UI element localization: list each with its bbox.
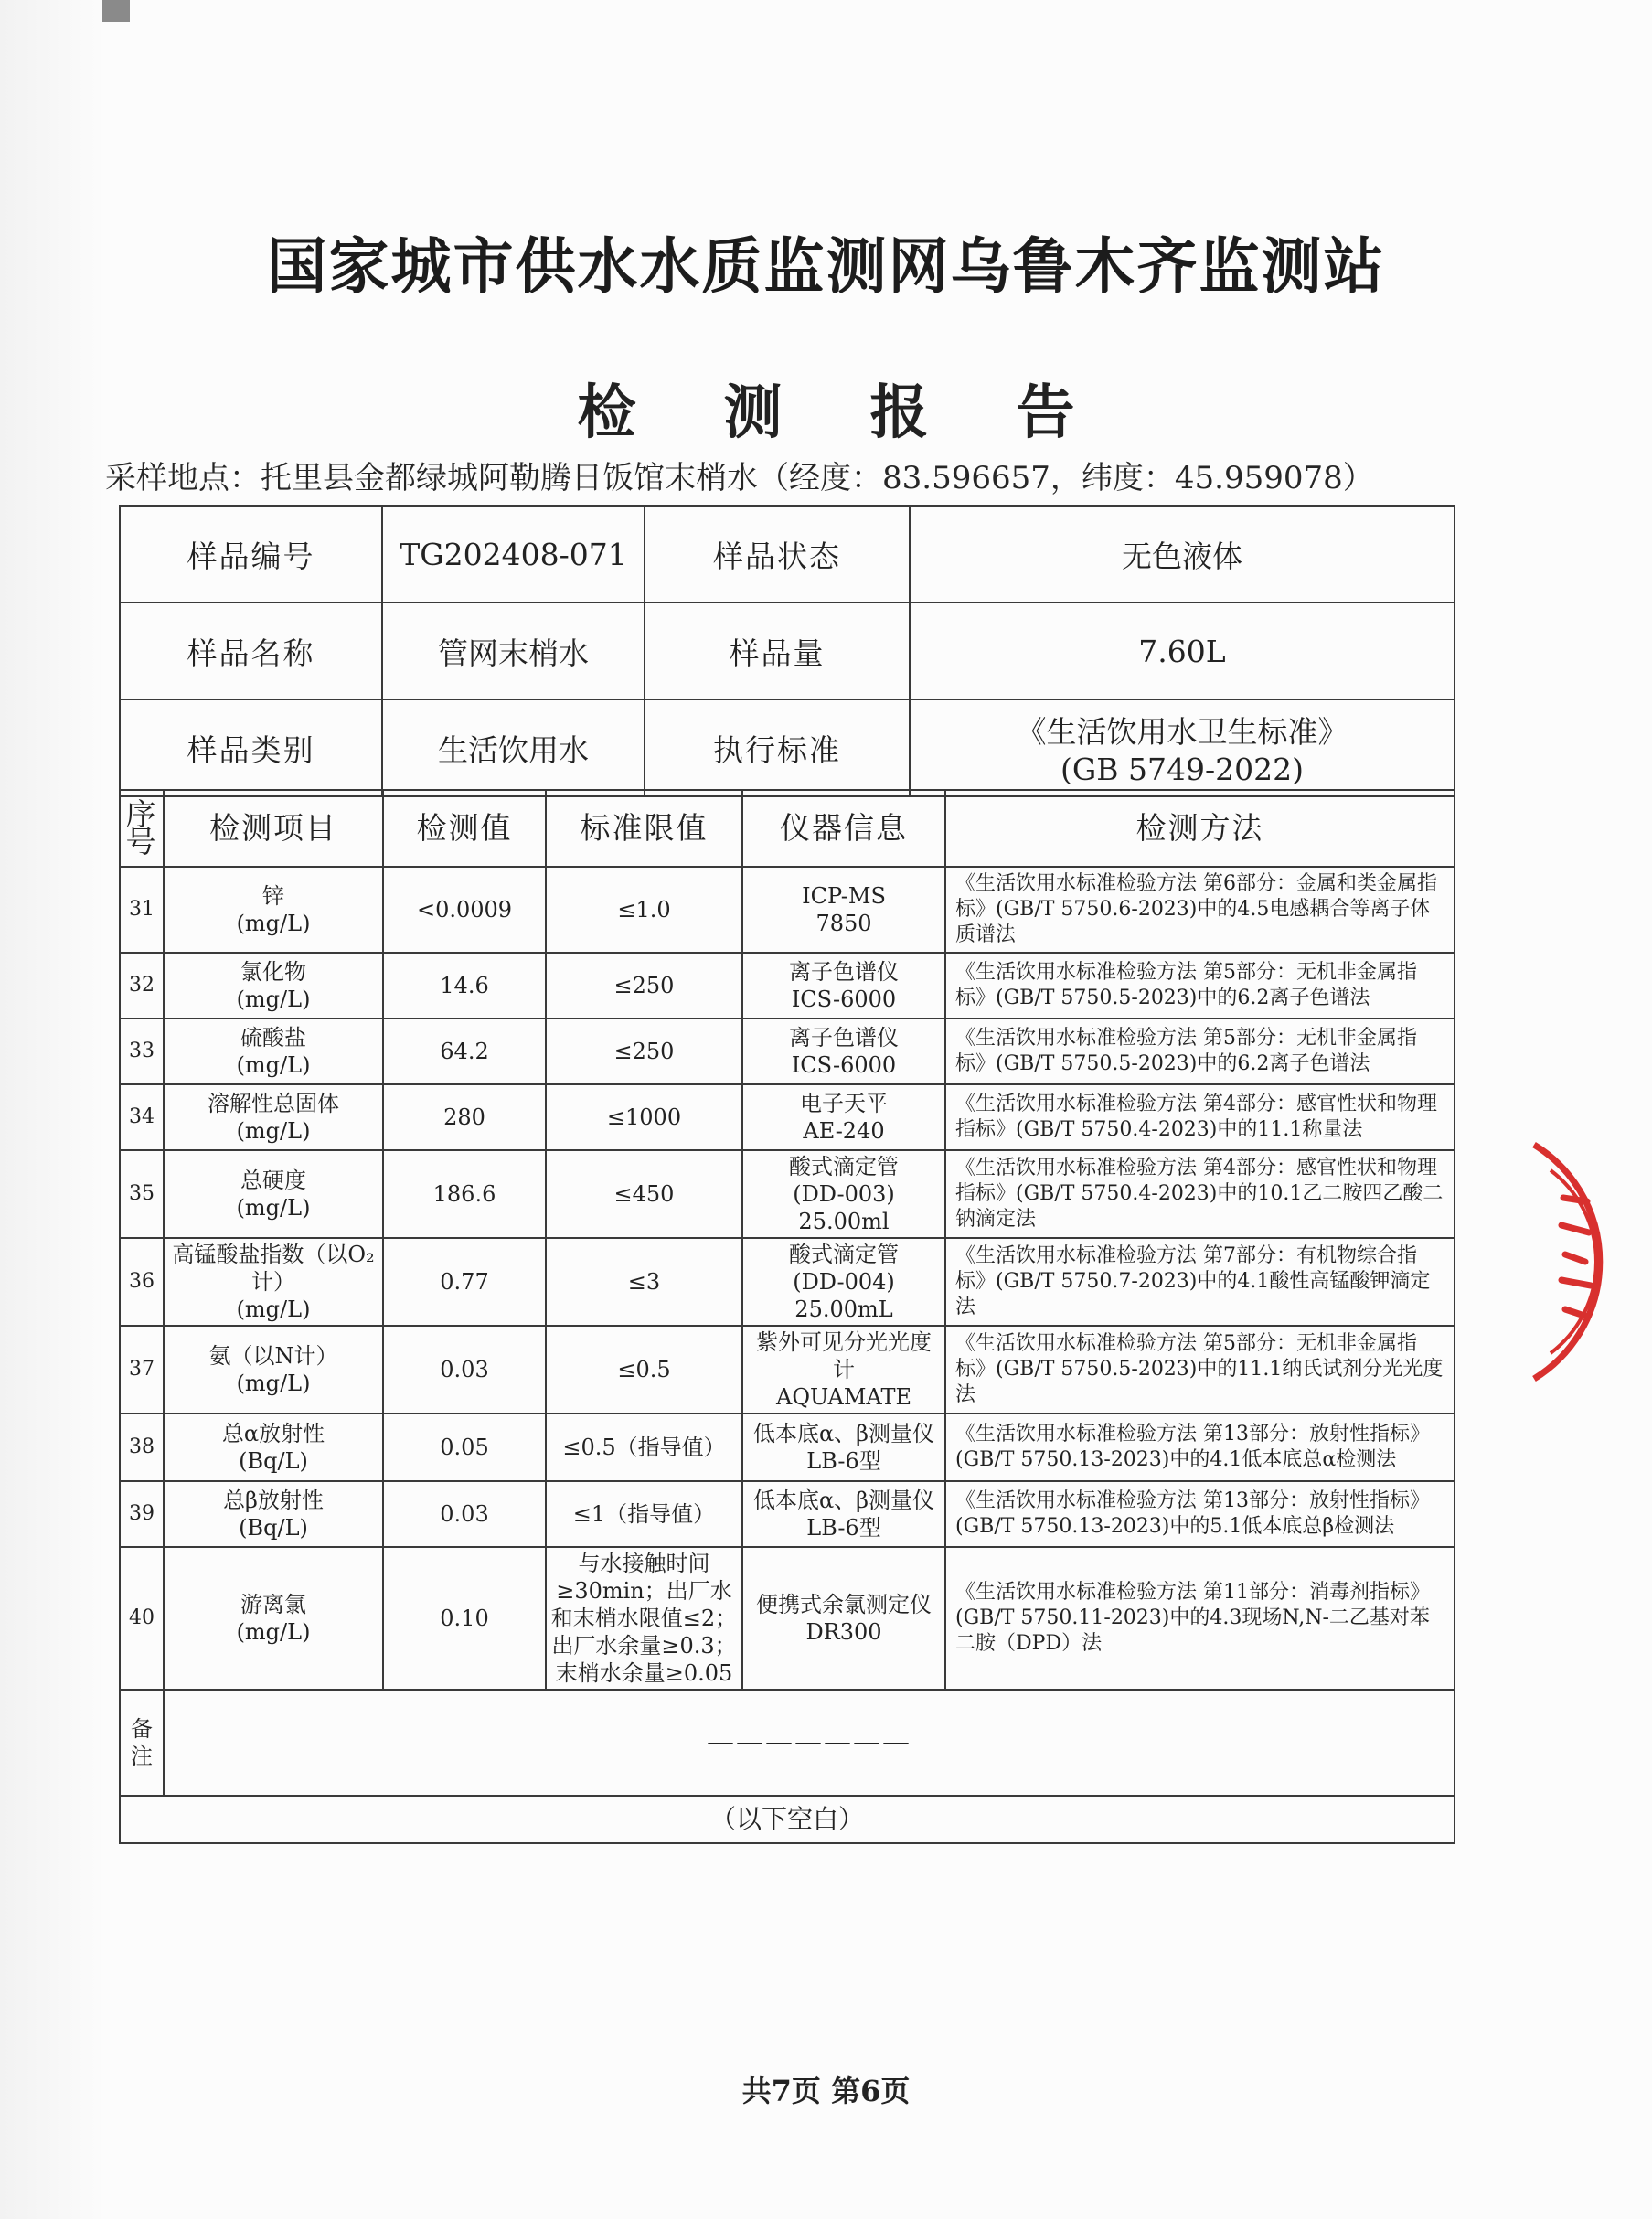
measured-value: <0.0009 [383,867,546,953]
item-name: 高锰酸盐指数（以O₂计） [172,1242,375,1295]
item-name: 游离氯 [240,1592,306,1617]
instrument-line: 酸式滴定管 [789,1242,899,1267]
info-value: 管网末梢水 [382,603,645,699]
instrument-cell [742,1084,945,1150]
column-header: 检测方法 [945,790,1455,867]
info-label: 样品编号 [120,506,382,603]
seal-arc-graphic [1497,1134,1652,1390]
item-name: 溶解性总固体 [208,1091,339,1116]
method-text: 《生活饮用水标准检验方法 第5部分：无机非金属指标》(GB/T 5750.5-2023)中的6.2离子色谱法 [945,1019,1455,1084]
item-cell [164,953,383,1019]
item-cell [164,1019,383,1084]
instrument-line: 离子色谱仪 [789,959,899,985]
scan-edge-shadow [0,0,108,2219]
standard-limit: ≤450 [546,1150,742,1238]
instrument-cell [742,1547,945,1690]
instrument-cell [742,953,945,1019]
info-label: 样品类别 [120,699,382,796]
instrument-line: ICS-6000 [791,1052,897,1078]
item-name: 硫酸盐 [240,1025,306,1051]
result-row [120,953,1455,1019]
instrument-line: 25.00mL [794,1296,893,1322]
latitude-value: 45.959078 [1174,460,1343,496]
row-seq: 31 [120,867,164,953]
item-cell [164,867,383,953]
sampling-location-value: 托里县金都绿城阿勒腾日饭馆末梢水 [261,460,758,496]
instrument-line: AE-240 [803,1118,885,1144]
method-text: 《生活饮用水标准检验方法 第13部分：放射性指标》(GB/T 5750.13-2023)中的5.1低本底总β检测法 [945,1481,1455,1547]
method-text: 《生活饮用水标准检验方法 第4部分：感官性状和物理指标》(GB/T 5750.4-2023)中的11.1称量法 [945,1084,1455,1150]
column-header: 仪器信息 [742,790,945,867]
latitude-label: 纬度： [1081,460,1175,496]
instrument-line: (DD-004) [793,1269,895,1295]
standard-code: (GB 5749-2022) [1060,752,1304,787]
row-seq: 34 [120,1084,164,1150]
results-table [119,789,1455,1844]
column-header: 标准限值 [546,790,742,867]
sample-info-table [119,505,1455,797]
result-row [120,1414,1455,1481]
standard-limit: ≤0.5（指导值） [546,1414,742,1481]
instrument-line: (DD-003) [793,1181,895,1207]
measured-value: 186.6 [383,1150,546,1238]
standard-limit: ≤250 [546,1019,742,1084]
info-row [120,603,1455,699]
longitude-value: 83.596657 [882,460,1050,496]
instrument-line: DR300 [805,1619,882,1645]
row-seq: 39 [120,1481,164,1547]
info-label: 样品量 [645,603,910,699]
measured-value: 280 [383,1084,546,1150]
item-name: 总硬度 [240,1168,306,1193]
method-text: 《生活饮用水标准检验方法 第11部分：消毒剂指标》(GB/T 5750.11-2023)中的4.3现场N,N-二乙基对苯二胺（DPD）法 [945,1547,1455,1690]
instrument-line: AQUAMATE [776,1384,911,1410]
row-seq: 37 [120,1326,164,1414]
instrument-line: LB-6型 [806,1515,881,1541]
result-row [120,1238,1455,1326]
standard-limit: ≤0.5 [546,1326,742,1414]
instrument-line: 低本底α、β测量仪 [752,1421,935,1446]
instrument-line: 7850 [815,911,872,936]
remark-value [164,1690,1455,1796]
info-row [120,506,1455,603]
item-name: 总β放射性 [223,1488,324,1513]
standard-limit: ≤1000 [546,1084,742,1150]
standard-limit: ≤250 [546,953,742,1019]
instrument-cell [742,1238,945,1326]
measured-value: 0.10 [383,1547,546,1690]
remark-row [120,1690,1455,1796]
item-unit: (mg/L) [236,911,311,936]
instrument-line: ICS-6000 [791,987,897,1012]
remark-label: 备注 [120,1690,164,1796]
method-text: 《生活饮用水标准检验方法 第5部分：无机非金属指标》(GB/T 5750.5-2023)中的6.2离子色谱法 [945,953,1455,1019]
standard-limit: ≤1.0 [546,867,742,953]
instrument-line: 电子天平 [800,1091,888,1116]
instrument-line: ICP-MS [802,883,886,909]
item-cell [164,1481,383,1547]
instrument-line: 离子色谱仪 [789,1025,899,1051]
instrument-line: LB-6型 [806,1448,881,1474]
item-cell [164,1084,383,1150]
info-label: 执行标准 [645,699,910,796]
method-text: 《生活饮用水标准检验方法 第7部分：有机物综合指标》(GB/T 5750.7-2023)中的4.1酸性高锰酸钾滴定法 [945,1238,1455,1326]
item-unit: (mg/L) [236,987,311,1012]
column-header: 检测项目 [164,790,383,867]
measured-value: 0.03 [383,1326,546,1414]
organization-title: 国家城市供水水质监测网乌鲁木齐监测站 [266,231,1386,302]
info-value: TG202408-071 [382,506,645,603]
result-row [120,1084,1455,1150]
item-cell [164,1238,383,1326]
result-row [120,1019,1455,1084]
instrument-cell [742,1481,945,1547]
instrument-line: 紫外可见分光光度计 [756,1329,932,1382]
result-row [120,1150,1455,1238]
item-cell [164,1326,383,1414]
item-unit: (mg/L) [236,1118,311,1144]
result-row [120,1326,1455,1414]
measured-value: 14.6 [383,953,546,1019]
remark-dash: ——————— [707,1725,911,1758]
red-seal-stamp [1497,1134,1652,1390]
results-header-row [120,790,1455,867]
instrument-cell [742,867,945,953]
method-text: 《生活饮用水标准检验方法 第13部分：放射性指标》(GB/T 5750.13-2023)中的4.1低本底总α检测法 [945,1414,1455,1481]
instrument-cell [742,1019,945,1084]
measured-value: 0.77 [383,1238,546,1326]
longitude-label: 经度： [789,460,882,496]
item-unit: (mg/L) [236,1052,311,1078]
item-cell [164,1414,383,1481]
column-header: 检测值 [383,790,546,867]
row-seq: 36 [120,1238,164,1326]
info-row [120,699,1455,796]
result-row [120,1547,1455,1690]
measured-value: 64.2 [383,1019,546,1084]
sampling-location-label: 采样地点： [105,460,261,496]
standard-limit: 与水接触时间≥30min；出厂水和末梢水限值≤2；出厂水余量≥0.3；末梢水余量≥0.05 [546,1547,742,1690]
instrument-cell [742,1414,945,1481]
instrument-line: 25.00ml [798,1209,890,1234]
standard-cell [910,699,1455,796]
measured-value: 0.03 [383,1481,546,1547]
row-seq: 32 [120,953,164,1019]
item-name: 总α放射性 [221,1421,325,1446]
item-unit: (Bq/L) [239,1448,308,1474]
info-value: 7.60L [910,603,1455,699]
item-cell [164,1150,383,1238]
standard-limit: ≤1（指导值） [546,1481,742,1547]
result-row [120,1481,1455,1547]
item-name: 氯化物 [240,959,306,985]
result-row [120,867,1455,953]
info-label: 样品状态 [645,506,910,603]
blank-note: （以下空白） [120,1796,1455,1843]
row-seq: 35 [120,1150,164,1238]
info-label: 样品名称 [120,603,382,699]
instrument-cell [742,1150,945,1238]
row-seq: 38 [120,1414,164,1481]
measured-value: 0.05 [383,1414,546,1481]
scan-corner-mark [102,0,130,22]
instrument-line: 酸式滴定管 [789,1154,899,1179]
item-name: 氨（以N计） [208,1343,338,1369]
column-header: 序号 [120,790,164,867]
instrument-line: 便携式余氯测定仪 [756,1592,932,1617]
item-unit: (mg/L) [236,1619,311,1645]
item-unit: (mg/L) [236,1371,311,1396]
item-unit: (mg/L) [236,1296,311,1322]
item-name: 锌 [262,883,284,909]
info-value: 无色液体 [910,506,1455,603]
item-unit: (Bq/L) [239,1515,308,1541]
standard-name: 《生活饮用水卫生标准》 [1016,714,1348,750]
method-text: 《生活饮用水标准检验方法 第4部分：感官性状和物理指标》(GB/T 5750.4-2023)中的10.1乙二胺四乙酸二钠滴定法 [945,1150,1455,1238]
item-cell [164,1547,383,1690]
sampling-location-line: 采样地点：托里县金都绿城阿勒腾日饭馆末梢水（经度：83.596657，纬度：45.959078） [105,460,1374,496]
item-unit: (mg/L) [236,1195,311,1221]
blank-note-row [120,1796,1455,1843]
info-value: 生活饮用水 [382,699,645,796]
method-text: 《生活饮用水标准检验方法 第5部分：无机非金属指标》(GB/T 5750.5-2023)中的11.1纳氏试剂分光光度法 [945,1326,1455,1414]
row-seq: 40 [120,1547,164,1690]
row-seq: 33 [120,1019,164,1084]
method-text: 《生活饮用水标准检验方法 第6部分：金属和类金属指标》(GB/T 5750.6-2023)中的4.5电感耦合等离子体质谱法 [945,867,1455,953]
standard-limit: ≤3 [546,1238,742,1326]
report-title: 检测报告 [577,379,1163,447]
instrument-cell [742,1326,945,1414]
instrument-line: 低本底α、β测量仪 [752,1488,935,1513]
page-number: 共7页 第6页 [741,2074,911,2108]
